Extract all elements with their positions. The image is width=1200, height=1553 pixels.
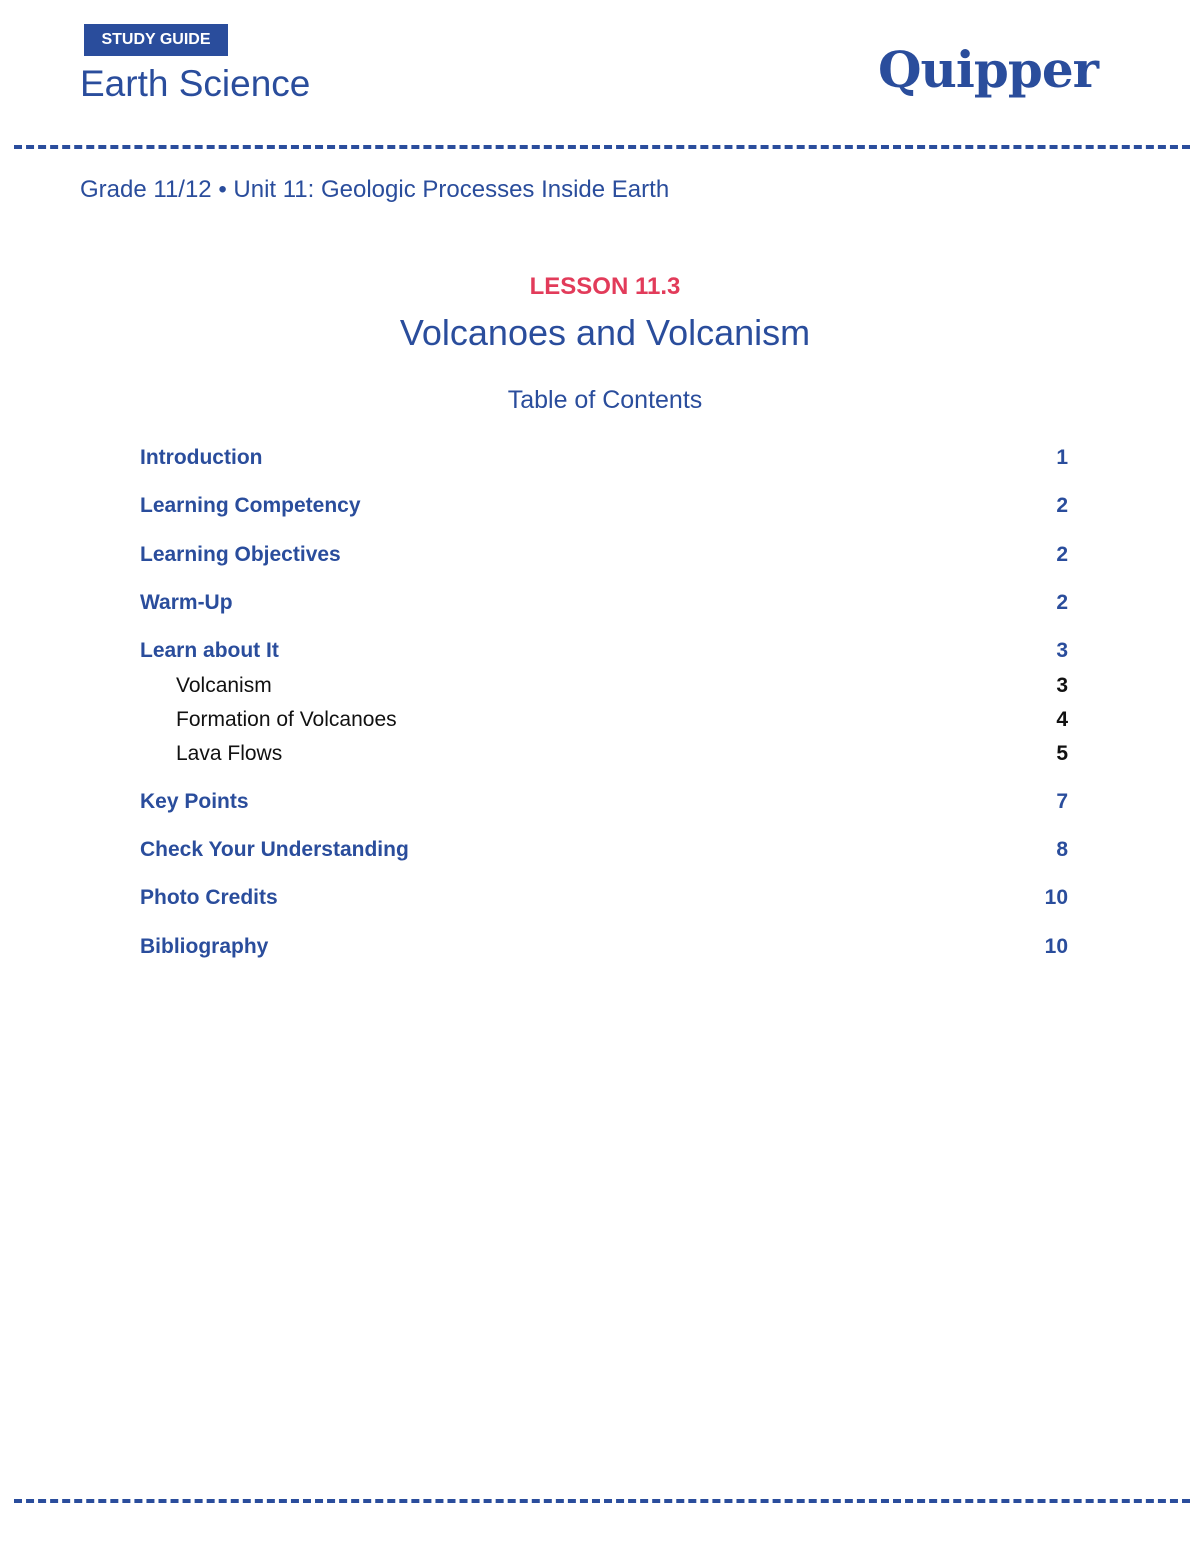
toc-entry-label: Check Your Understanding xyxy=(140,838,409,861)
toc-heading: Table of Contents xyxy=(507,386,703,414)
toc-entry-page: 3 xyxy=(1056,639,1068,662)
toc-entry-label: Introduction xyxy=(140,446,263,469)
top-divider xyxy=(14,145,1190,149)
lesson-number: LESSON 11.3 xyxy=(529,273,681,300)
toc-entry-label: Volcanism xyxy=(176,674,272,697)
toc-entry-check-your-understanding[interactable] xyxy=(140,835,1068,865)
toc-subentry-lava-flows[interactable] xyxy=(140,739,1068,769)
toc-entry-page: 2 xyxy=(1056,494,1068,517)
toc-entry-label: Formation of Volcanoes xyxy=(176,708,397,731)
unit-line: Grade 11/12 • Unit 11: Geologic Processes Inside Earth xyxy=(80,176,670,203)
toc-entry-label: Bibliography xyxy=(140,935,269,958)
quipper-logo: Quipper xyxy=(878,40,1098,99)
toc-entry-label: Learning Objectives xyxy=(140,543,341,566)
toc-entry-label: Learn about It xyxy=(140,639,279,662)
toc-subentry-formation-of-volcanoes[interactable] xyxy=(140,705,1068,735)
toc-entry-page: 2 xyxy=(1056,591,1068,614)
toc-entry-page: 10 xyxy=(1044,935,1068,958)
toc-entry-page: 2 xyxy=(1056,543,1068,566)
toc-entry-learning-objectives[interactable] xyxy=(140,540,1068,570)
toc-entry-bibliography[interactable] xyxy=(140,932,1068,962)
toc-entry-learning-competency[interactable] xyxy=(140,491,1068,521)
toc-entry-introduction[interactable] xyxy=(140,443,1068,473)
toc-entry-page: 1 xyxy=(1056,446,1068,469)
toc-entry-warm-up[interactable] xyxy=(140,588,1068,618)
toc-entry-label: Key Points xyxy=(140,790,249,813)
toc-entry-page: 3 xyxy=(1056,674,1068,697)
toc-entry-page: 4 xyxy=(1056,708,1068,731)
toc-entry-page: 8 xyxy=(1056,838,1068,861)
toc-entry-page: 10 xyxy=(1044,886,1068,909)
toc-entry-key-points[interactable] xyxy=(140,787,1068,817)
toc-entry-learn-about-it[interactable] xyxy=(140,636,1068,666)
toc-entry-label: Warm-Up xyxy=(140,591,233,614)
toc-entry-photo-credits[interactable] xyxy=(140,883,1068,913)
toc-entry-label: Lava Flows xyxy=(176,742,283,765)
toc-entry-page: 5 xyxy=(1056,742,1068,765)
subject-title: Earth Science xyxy=(80,63,311,104)
lesson-title: Volcanoes and Volcanism xyxy=(399,312,811,353)
toc-entry-label: Learning Competency xyxy=(140,494,361,517)
toc-entry-label: Photo Credits xyxy=(140,886,278,909)
study-guide-badge: STUDY GUIDE xyxy=(84,24,228,56)
toc-entry-page: 7 xyxy=(1056,790,1068,813)
bottom-divider xyxy=(14,1499,1190,1503)
toc-subentry-volcanism[interactable] xyxy=(140,671,1068,701)
